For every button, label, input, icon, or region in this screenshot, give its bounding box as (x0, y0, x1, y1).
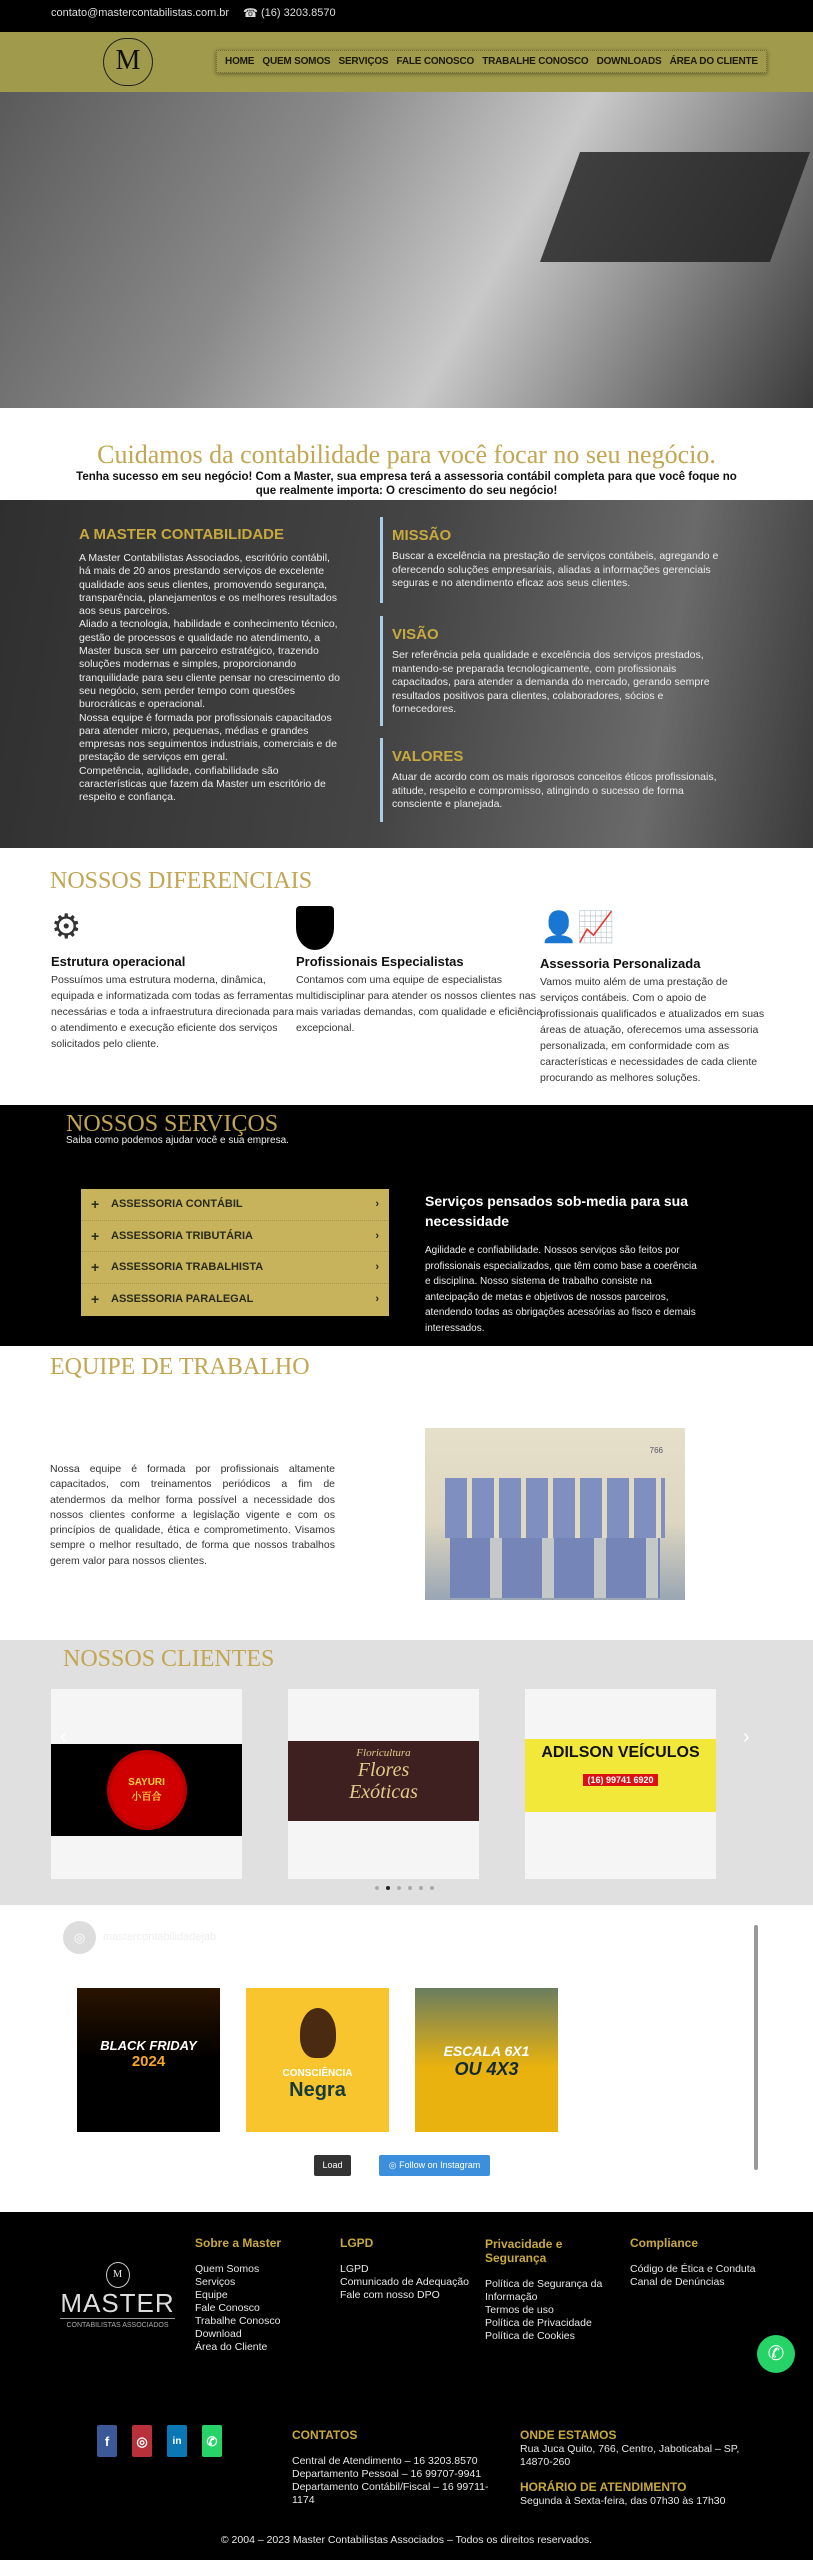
footer-link[interactable]: Área do Cliente (195, 2341, 268, 2353)
plus-icon: + (91, 1259, 100, 1276)
intro-title: Cuidamos da contabilidade para você focar no seu negócio. (97, 440, 716, 469)
instagram-username[interactable]: mastercontabilidadejab (103, 1931, 217, 1943)
carousel-next-arrow[interactable]: › (743, 1726, 750, 1748)
nav-home[interactable]: HOME (225, 56, 255, 67)
instagram-icon: ◎ (388, 2160, 400, 2170)
instagram-icon[interactable]: ◎ (132, 2425, 152, 2457)
footer-link[interactable]: Quem Somos (195, 2263, 260, 2275)
carousel-dot[interactable] (408, 1886, 412, 1890)
servicos-subtitle: Saiba como podemos ajudar você e sua empresa. (66, 1135, 289, 1146)
client-card (51, 1689, 242, 1879)
divider (380, 616, 383, 726)
plus-icon: + (91, 1227, 100, 1244)
carousel-dot[interactable] (430, 1886, 434, 1890)
servicos-accordion (81, 1189, 389, 1316)
plus-icon: + (91, 1196, 100, 1213)
instagram-feed (0, 1905, 813, 2212)
accordion-label: ASSESSORIA TRABALHISTA (111, 1261, 264, 1274)
divider (380, 738, 383, 822)
shield-tie-icon (296, 906, 334, 950)
servicos-title: NOSSOS SERVIÇOS (66, 1111, 279, 1137)
accordion-item[interactable] (81, 1252, 389, 1284)
diferencial-item (296, 906, 546, 1036)
address: Rua Juca Quito, 766, Centro, Jaboticabal – SP, 14870-260 (520, 2443, 740, 2468)
logo-subtitle: CONTABILISTAS ASSOCIADOS (60, 2318, 175, 2332)
whatsapp-float-button[interactable]: ✆ (757, 2335, 795, 2373)
footer-col-lgpd (340, 2237, 469, 2302)
diferenciais-title: NOSSOS DIFERENCIAIS (50, 868, 313, 894)
contato-line: Departamento Contábil/Fiscal – 16 99711-1174 (292, 2481, 489, 2506)
footer-col-compliance (630, 2237, 756, 2289)
diferencial-title: Assessoria Personalizada (540, 956, 701, 971)
footer-link[interactable]: Trabalhe Conosco (195, 2315, 281, 2327)
client-name: SAYURI (128, 1777, 165, 1788)
contact-email[interactable]: contato@mastercontabilistas.com.br (51, 7, 230, 19)
footer-link[interactable]: Serviços (195, 2276, 236, 2288)
follow-instagram-button[interactable] (379, 2155, 490, 2176)
chevron-right-icon: › (375, 1229, 379, 1242)
post-title: BLACK FRIDAY (100, 2038, 197, 2053)
post-subtitle: 2024 (131, 2053, 166, 2070)
diferencial-item (51, 906, 301, 1052)
contatos-title: CONTATOS (292, 2428, 358, 2442)
footer-link[interactable]: Equipe (195, 2289, 228, 2301)
post-subtitle: Negra (289, 2079, 346, 2101)
clientes-title: NOSSOS CLIENTES (63, 1646, 275, 1672)
team-photo (425, 1428, 685, 1600)
servicos-heading: Serviços pensados sob-media para sua necessidade (425, 1193, 688, 1229)
divider (380, 517, 383, 603)
footer-col-title: Sobre a Master (195, 2236, 282, 2250)
load-more-button[interactable]: Load More (314, 2155, 351, 2176)
logo[interactable]: M (103, 38, 153, 86)
nav-servicos[interactable]: SERVIÇOS (338, 56, 389, 67)
gear-dollar-icon: ⚙ (51, 908, 82, 946)
equipe-section (0, 1346, 813, 1640)
footer-col-privacidade (485, 2237, 610, 2343)
nav-downloads[interactable]: DOWNLOADS (596, 56, 662, 67)
woman-illustration (300, 2008, 336, 2058)
diferencial-text: Possuímos uma estrutura moderna, dinâmica, equipada e informatizada com todas as ferramentas necessárias e toda a infraestrutura direcionada para o atendimento e execução eficiente dos serviços solicitados pelo cliente. (51, 974, 294, 1050)
about-section (0, 500, 813, 848)
footer-link[interactable]: Download (195, 2328, 242, 2340)
accordion-label: ASSESSORIA PARALEGAL (111, 1293, 254, 1306)
footer-link[interactable]: Fale Conosco (195, 2302, 260, 2314)
post-title: ESCALA 6X1 (443, 2043, 530, 2059)
servicos-text: Agilidade e confiabilidade. Nossos serviços são feitos por profissionais especializados, que têm como base a coerência e disciplina. Nosso sistema de trabalho consiste na antecipação de metas e objetivos de nossos parceiros, atendendo todas as obrigações acessórias ao fisco e demais interessados. (425, 1245, 697, 1334)
valores-text: Atuar de acordo com os mais rigorosos conceitos éticos profissionais, atitude, respeito e compromisso, atingindo o sucesso de forma consciente e planejada. (392, 771, 717, 810)
site-footer (0, 2212, 813, 2560)
post-subtitle: OU 4X3 (454, 2059, 519, 2079)
team-kneeling (450, 1538, 660, 1598)
footer-link[interactable]: Canal de Denúncias (630, 2276, 725, 2288)
chevron-right-icon: › (375, 1261, 379, 1274)
main-nav (216, 50, 767, 73)
facebook-icon[interactable]: f (97, 2425, 117, 2457)
photo-address-number: 766 (649, 1446, 663, 1455)
post-title: CONSCIÊNCIA (282, 2068, 353, 2079)
contact-phone[interactable]: (16) 3203.8570 (261, 7, 336, 19)
footer-link[interactable]: Comunicado de Adequação (340, 2276, 470, 2288)
footer-link[interactable]: Política de Privacidade (485, 2317, 592, 2329)
team-standing (445, 1478, 665, 1538)
intro-subtitle: Tenha sucesso em seu negócio! Com a Master, sua empresa terá a assessoria contábil completa para que você foque no que realmente importa: O crescimento do seu negócio! (76, 471, 737, 497)
carousel-dot[interactable] (397, 1886, 401, 1890)
accordion-label: ASSESSORIA TRIBUTÁRIA (111, 1229, 253, 1242)
footer-link[interactable]: Política de Cookies (485, 2330, 575, 2342)
instagram-post[interactable] (246, 1988, 389, 2132)
visao-title: VISÃO (392, 626, 439, 643)
equipe-text: Nossa equipe é formada por profissionais altamente capacitados, com treinamentos periódicos a fim de atendermos da melhor forma possível a necessidade dos nossos clientes conforme a legislação vigente e com os princípios de qualidade, ética e comprometimento. Visamos sempre o melhor resultado, de forma que nossos trabalhos gerem valor para nossos clientes. (50, 1463, 335, 1567)
missao-text: Buscar a excelência na prestação de serviços contábeis, agregando e oferecendo soluções empresariais, aliadas a informações gerenciais seguras e no atendimento eficaz aos seus clientes. (392, 550, 719, 589)
logo-name: MASTER (60, 2288, 175, 2318)
chevron-right-icon: › (375, 1198, 379, 1211)
valores-title: VALORES (392, 748, 464, 765)
client-card (288, 1689, 479, 1879)
about-title: A MASTER CONTABILIDADE (79, 526, 284, 543)
client-name: Floricultura (356, 1747, 411, 1759)
footer-link[interactable]: Código de Ética e Conduta (630, 2263, 756, 2275)
client-card (525, 1689, 716, 1879)
carousel-dot[interactable] (375, 1886, 379, 1890)
nav-quem-somos[interactable]: QUEM SOMOS (262, 56, 331, 67)
plus-icon: + (91, 1291, 100, 1308)
hero-image (0, 92, 813, 408)
about-text: A Master Contabilistas Associados, escritório contábil, há mais de 20 anos prestando serviços de excelente qualidade aos seus clientes, promovendo segurança, transparência, planejamentos e os melhores resultados aos seus parceiros. Aliado a tecnologia, habilidade e conhecimento técnico, gestão de processos e qualidade no atendimento, a Master busca ser um parceiro estratégico, trazendo soluções modernas e simples, proporcionando tranquilidade para seu cliente pensar no crescimento do seu negócio, sem perder tempo com questões burocráticas e operacional. Nossa equipe é formada por profissionais capacitados para atender micro, pequenas, médias e grandes empresas nos seguimentos industriais, comerciais e de prestação de serviços em geral. Competência, agilidade, confiabilidade são características que fazem da Master um escritório de respeito e confiança. (79, 552, 340, 804)
logo-letter: M (106, 2262, 130, 2288)
diferencial-text: Contamos com uma equipe de especialistas multidisciplinar para atender os nossos clientes nas mais variadas demandas, com qualidade e eficiência excepcional. (296, 974, 543, 1034)
onde-estamos-title: ONDE ESTAMOS (520, 2428, 617, 2442)
missao-title: MISSÃO (392, 527, 452, 544)
client-logo (51, 1744, 242, 1836)
instagram-post[interactable] (77, 1988, 220, 2132)
equipe-title: EQUIPE DE TRABALHO (50, 1354, 310, 1380)
carousel-dot[interactable] (419, 1886, 423, 1890)
carousel-dot[interactable] (386, 1886, 390, 1890)
contatos-list (292, 2455, 497, 2507)
keyboard-image (540, 152, 810, 262)
footer-bottom (0, 2380, 813, 2560)
contato-line: Departamento Pessoal – 16 99707-9941 (292, 2468, 482, 2480)
carousel-prev-arrow[interactable]: ‹ (60, 1726, 67, 1748)
carousel-dots (375, 1886, 434, 1890)
diferencial-text: Vamos muito além de uma prestação de serviços contábeis. Com o apoio de profissionais qualificados e atualizados em suas áreas de atuação, oferecemos uma assessoria personalizada, em conformidade com as características e necessidades de cada cliente procurando as melhores soluções. (540, 976, 765, 1084)
visao-text: Ser referência pela qualidade e excelência dos serviços prestados, mantendo-se preparada tecnologicamente, com profissionais capacitados, para atender a demanda do mercado, gerando sempre resultados positivos para clientes, colaboradores, sócios e fornecedores. (392, 649, 710, 715)
accordion-label: ASSESSORIA CONTÁBIL (111, 1198, 243, 1211)
phone-icon: ☎ (243, 6, 258, 20)
diferencial-title: Estrutura operacional (51, 954, 186, 969)
footer-link[interactable]: Política de Segurança da Informação (485, 2278, 603, 2303)
clientes-section (0, 1640, 813, 1905)
client-logo (525, 1739, 716, 1812)
diferencial-item (540, 906, 765, 1086)
accordion-item[interactable] (81, 1221, 389, 1253)
nav-fale-conosco[interactable]: FALE CONOSCO (396, 56, 475, 67)
linkedin-icon[interactable]: in (167, 2425, 187, 2457)
accordion-item[interactable] (81, 1284, 389, 1316)
footer-col-title: LGPD (340, 2236, 374, 2250)
instagram-avatar-icon[interactable]: ◎ (63, 1921, 96, 1954)
footer-link[interactable]: Termos de uso (485, 2304, 554, 2316)
accordion-item[interactable] (81, 1189, 389, 1221)
consultant-chart-icon: 👤📈 (540, 911, 615, 944)
diferencial-title: Profissionais Especialistas (296, 954, 464, 969)
footer-logo (60, 2262, 175, 2332)
client-subtitle: 小百合 (131, 1792, 162, 1803)
whatsapp-icon[interactable]: ✆ (202, 2425, 222, 2457)
contato-line: Central de Atendimento – 16 3203.8570 (292, 2455, 478, 2467)
intro-section (0, 408, 813, 500)
nav-area-do-cliente[interactable]: ÁREA DO CLIENTE (669, 56, 758, 67)
chevron-right-icon: › (375, 1293, 379, 1306)
diferenciais-section (0, 848, 813, 1105)
follow-label: Follow on Instagram (399, 2160, 481, 2170)
horario-title: HORÁRIO DE ATENDIMENTO (520, 2480, 687, 2494)
nav-trabalhe-conosco[interactable]: TRABALHE CONOSCO (482, 56, 589, 67)
servicos-section (0, 1105, 813, 1346)
top-bar (0, 0, 813, 32)
footer-col-sobre (195, 2237, 281, 2354)
footer-link[interactable]: LGPD (340, 2263, 369, 2275)
footer-col-title: Compliance (630, 2236, 699, 2250)
instagram-post[interactable] (415, 1988, 558, 2132)
horario-text: Segunda à Sexta-feira, das 07h30 às 17h30 (520, 2495, 726, 2507)
client-logo (288, 1741, 479, 1821)
client-name: ADILSON VEÍCULOS (541, 1744, 700, 1761)
footer-link[interactable]: Fale com nosso DPO (340, 2289, 440, 2301)
site-header (0, 32, 813, 92)
footer-col-title: Privacidade e Segurança (485, 2237, 563, 2265)
client-phone: (16) 99741 6920 (583, 1774, 657, 1786)
copyright: © 2004 – 2023 Master Contabilistas Associados – Todos os direitos reservados. (220, 2534, 593, 2546)
client-subtitle: Flores Exóticas (349, 1759, 418, 1803)
scrollbar[interactable] (754, 1925, 758, 2170)
